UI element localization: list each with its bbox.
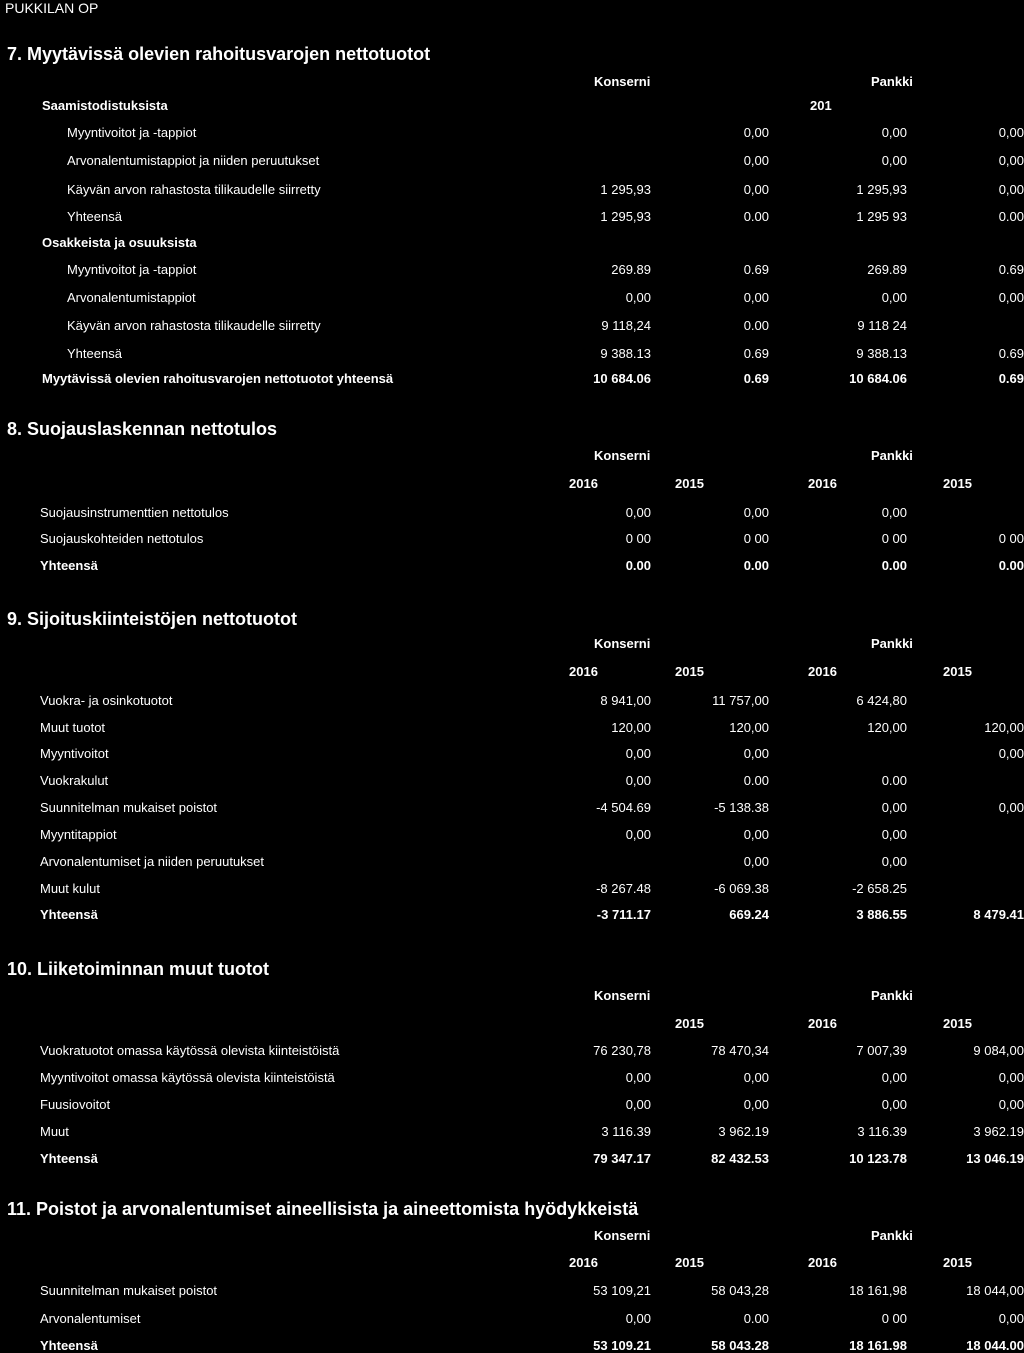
cell-value: 1 295,93 — [600, 209, 651, 224]
cell-value: 669.24 — [729, 907, 769, 922]
page-header: PUKKILAN OP — [5, 0, 99, 16]
cell-value: 9 118,24 — [601, 318, 651, 333]
cell-value: 53 109.21 — [593, 1338, 651, 1353]
cell-value: 0,00 — [625, 505, 651, 520]
cell-value: 0,00 — [743, 153, 769, 168]
cell-value: 0,00 — [998, 746, 1024, 761]
cell-value: 0.00 — [743, 209, 769, 224]
cell-value: 0,00 — [881, 505, 907, 520]
total-label: Yhteensä — [40, 1338, 98, 1353]
cell-value: 0,00 — [743, 290, 769, 305]
cell-value: 0.69 — [743, 262, 769, 277]
cell-value: 1 295,93 — [600, 182, 651, 197]
row-label: Suojausinstrumenttien nettotulos — [40, 505, 229, 520]
cell-value: 8 479.41 — [973, 907, 1024, 922]
row-label: Arvonalentumiset ja niiden peruutukset — [40, 854, 265, 869]
cell-value: 120,00 — [984, 720, 1024, 735]
cell-value: 3 962.19 — [973, 1124, 1024, 1139]
cell-value: -2 658.25 — [852, 881, 907, 896]
cell-value: 76 230,78 — [593, 1043, 651, 1058]
total-label: Yhteensä — [40, 907, 98, 922]
cell-value: 0,00 — [625, 1070, 651, 1085]
year-header: 2016 — [808, 1255, 837, 1270]
cell-value: 8 941,00 — [600, 693, 651, 708]
cell-value: 0.00 — [625, 558, 651, 573]
cell-value: 0,00 — [743, 1070, 769, 1085]
cell-value: -3 711.17 — [596, 907, 651, 922]
cell-value: 0,00 — [998, 1311, 1024, 1326]
year-header: 2015 — [943, 476, 972, 491]
cell-value: 0,00 — [998, 1070, 1024, 1085]
cell-value: 0,00 — [998, 800, 1024, 815]
row-label: Myyntivoitot omassa käytössä olevista kiinteistöistä — [40, 1070, 335, 1085]
column-header-pankki: Pankki — [871, 988, 913, 1003]
section-title: 7. Myytävissä olevien rahoitusvarojen nettotuotot — [7, 44, 431, 64]
section-title: 8. Suojauslaskennan nettotulos — [7, 419, 278, 439]
cell-value: 0,00 — [743, 827, 769, 842]
cell-value: 9 388.13 — [600, 346, 651, 361]
row-label: Muut tuotot — [40, 720, 106, 735]
row-label: Vuokratuotot omassa käytössä olevista kiinteistöistä — [40, 1043, 340, 1058]
cell-value: 0.00 — [743, 1311, 769, 1326]
cell-value: 18 161,98 — [849, 1283, 907, 1298]
total-value: 10 684.06 — [849, 371, 907, 386]
year-header: 2016 — [569, 476, 598, 491]
total-value: 0.69 — [998, 371, 1024, 386]
row-label: Myyntivoitot ja -tappiot — [67, 125, 197, 140]
cell-value: 0.00 — [743, 558, 769, 573]
cell-value: 0,00 — [625, 1097, 651, 1112]
cell-value: 0.69 — [743, 346, 769, 361]
group-heading: Saamistodistuksista — [42, 98, 168, 113]
row-label: Suunnitelman mukaiset poistot — [40, 800, 218, 815]
row-label: Muut — [40, 1124, 69, 1139]
cell-value: 0.00 — [998, 209, 1024, 224]
row-label: Arvonalentumistappiot — [67, 290, 196, 305]
column-header-konserni: Konserni — [594, 636, 651, 651]
cell-value: 0,00 — [881, 290, 907, 305]
cell-value: 0.00 — [743, 773, 769, 788]
row-label: Myyntivoitot — [40, 746, 109, 761]
cell-value: 0 00 — [998, 531, 1024, 546]
cell-value: 0,00 — [743, 746, 769, 761]
row-label: Vuokra- ja osinkotuotot — [40, 693, 173, 708]
cell-value: 0,00 — [881, 854, 907, 869]
cell-value: 58 043,28 — [711, 1283, 769, 1298]
cell-value: 0,00 — [625, 1311, 651, 1326]
cell-value: 79 347.17 — [593, 1151, 651, 1166]
cell-value: 0,00 — [625, 773, 651, 788]
section-title: 10. Liiketoiminnan muut tuotot — [7, 959, 269, 979]
year-header: 2015 — [943, 1016, 972, 1031]
cell-value: 120,00 — [729, 720, 769, 735]
section-title: 9. Sijoituskiinteistöjen nettotuotot — [7, 609, 297, 629]
cell-value: 0.00 — [743, 318, 769, 333]
column-header-pankki: Pankki — [871, 636, 913, 651]
cell-value: -6 069.38 — [714, 881, 769, 896]
cell-value: 0 00 — [881, 531, 907, 546]
row-label: Myyntitappiot — [40, 827, 117, 842]
year-header: 2015 — [675, 1016, 704, 1031]
cell-value: 3 116.39 — [857, 1124, 907, 1139]
cell-value: 0,00 — [881, 827, 907, 842]
cell-value: 53 109,21 — [593, 1283, 651, 1298]
cell-value: 78 470,34 — [711, 1043, 769, 1058]
cell-value: 0.00 — [998, 558, 1024, 573]
cell-value: 0,00 — [998, 1097, 1024, 1112]
column-header-konserni: Konserni — [594, 1228, 651, 1243]
cell-value: 13 046.19 — [966, 1151, 1024, 1166]
cell-value: 0,00 — [881, 125, 907, 140]
year-header: 2016 — [569, 1255, 598, 1270]
year-header: 2015 — [675, 664, 704, 679]
cell-value: -5 138.38 — [714, 800, 769, 815]
cell-value: 0 00 — [881, 1311, 907, 1326]
row-label: Myyntivoitot ja -tappiot — [67, 262, 197, 277]
row-label: Fuusiovoitot — [40, 1097, 111, 1112]
cell-value: 0.69 — [998, 346, 1024, 361]
cell-value: 11 757,00 — [712, 693, 769, 708]
cell-value: 0.69 — [998, 262, 1024, 277]
cell-value: 0,00 — [743, 1097, 769, 1112]
column-header-konserni: Konserni — [594, 988, 651, 1003]
section-title: 11. Poistot ja arvonalentumiset aineellisista ja aineettomista hyödykkeistä — [7, 1199, 639, 1219]
cell-value: -4 504.69 — [596, 800, 651, 815]
cell-value: 0,00 — [881, 1097, 907, 1112]
year-header: 2016 — [569, 664, 598, 679]
cell-value: 0,00 — [625, 290, 651, 305]
cell-value: 82 432.53 — [711, 1151, 769, 1166]
column-header-pankki: Pankki — [871, 74, 913, 89]
cell-value: 0,00 — [998, 125, 1024, 140]
cell-value: 0,00 — [743, 125, 769, 140]
row-label: Arvonalentumiset — [40, 1311, 141, 1326]
cell-value: 0,00 — [998, 290, 1024, 305]
cell-value: 0,00 — [998, 182, 1024, 197]
cell-value: 3 116.39 — [601, 1124, 651, 1139]
column-header-pankki: Pankki — [871, 448, 913, 463]
cell-value: 1 295 93 — [856, 209, 907, 224]
row-label: Suunnitelman mukaiset poistot — [40, 1283, 218, 1298]
cell-value: 3 886.55 — [856, 907, 907, 922]
group-heading: Osakkeista ja osuuksista — [42, 235, 197, 250]
row-label: Suojauskohteiden nettotulos — [40, 531, 204, 546]
row-label: Arvonalentumistappiot ja niiden peruutukset — [67, 153, 320, 168]
row-label: Vuokrakulut — [40, 773, 109, 788]
year-header: 2016 — [808, 476, 837, 491]
cell-value: 0 00 — [743, 531, 769, 546]
total-value: 0.69 — [743, 371, 769, 386]
year-header: 2015 — [943, 1255, 972, 1270]
year-header: 201 — [810, 98, 832, 113]
total-label: Yhteensä — [40, 558, 98, 573]
row-label: Yhteensä — [67, 209, 122, 224]
cell-value: 1 295,93 — [856, 182, 907, 197]
cell-value: 269.89 — [867, 262, 907, 277]
cell-value: 58 043.28 — [711, 1338, 769, 1353]
cell-value: 18 044.00 — [966, 1338, 1024, 1353]
cell-value: 0,00 — [881, 800, 907, 815]
cell-value: 0,00 — [743, 854, 769, 869]
cell-value: 3 962.19 — [718, 1124, 769, 1139]
cell-value: 269.89 — [611, 262, 651, 277]
cell-value: 0.00 — [881, 773, 907, 788]
column-header-pankki: Pankki — [871, 1228, 913, 1243]
total-label: Yhteensä — [40, 1151, 98, 1166]
total-value: 10 684.06 — [593, 371, 651, 386]
cell-value: 0.00 — [881, 558, 907, 573]
cell-value: 0,00 — [881, 153, 907, 168]
cell-value: 9 084,00 — [973, 1043, 1024, 1058]
cell-value: 0,00 — [881, 1070, 907, 1085]
cell-value: 10 123.78 — [849, 1151, 907, 1166]
cell-value: 7 007,39 — [856, 1043, 907, 1058]
cell-value: 0,00 — [743, 505, 769, 520]
cell-value: 120,00 — [611, 720, 651, 735]
year-header: 2015 — [675, 476, 704, 491]
cell-value: 0 00 — [625, 531, 651, 546]
column-header-konserni: Konserni — [594, 74, 651, 89]
cell-value: 9 118 24 — [857, 318, 907, 333]
year-header: 2015 — [675, 1255, 704, 1270]
cell-value: 6 424,80 — [856, 693, 907, 708]
cell-value: 0,00 — [625, 827, 651, 842]
cell-value: 18 161.98 — [849, 1338, 907, 1353]
cell-value: 18 044,00 — [966, 1283, 1024, 1298]
cell-value: -8 267.48 — [596, 881, 651, 896]
year-header: 2016 — [808, 664, 837, 679]
row-label: Käyvän arvon rahastosta tilikaudelle siirretty — [67, 182, 321, 197]
row-label: Muut kulut — [40, 881, 100, 896]
column-header-konserni: Konserni — [594, 448, 651, 463]
cell-value: 0,00 — [998, 153, 1024, 168]
year-header: 2016 — [808, 1016, 837, 1031]
cell-value: 9 388.13 — [856, 346, 907, 361]
cell-value: 120,00 — [867, 720, 907, 735]
cell-value: 0,00 — [625, 746, 651, 761]
row-label: Käyvän arvon rahastosta tilikaudelle siirretty — [67, 318, 321, 333]
year-header: 2015 — [943, 664, 972, 679]
total-label: Myytävissä olevien rahoitusvarojen nettotuotot yhteensä — [42, 371, 394, 386]
row-label: Yhteensä — [67, 346, 122, 361]
cell-value: 0,00 — [743, 182, 769, 197]
